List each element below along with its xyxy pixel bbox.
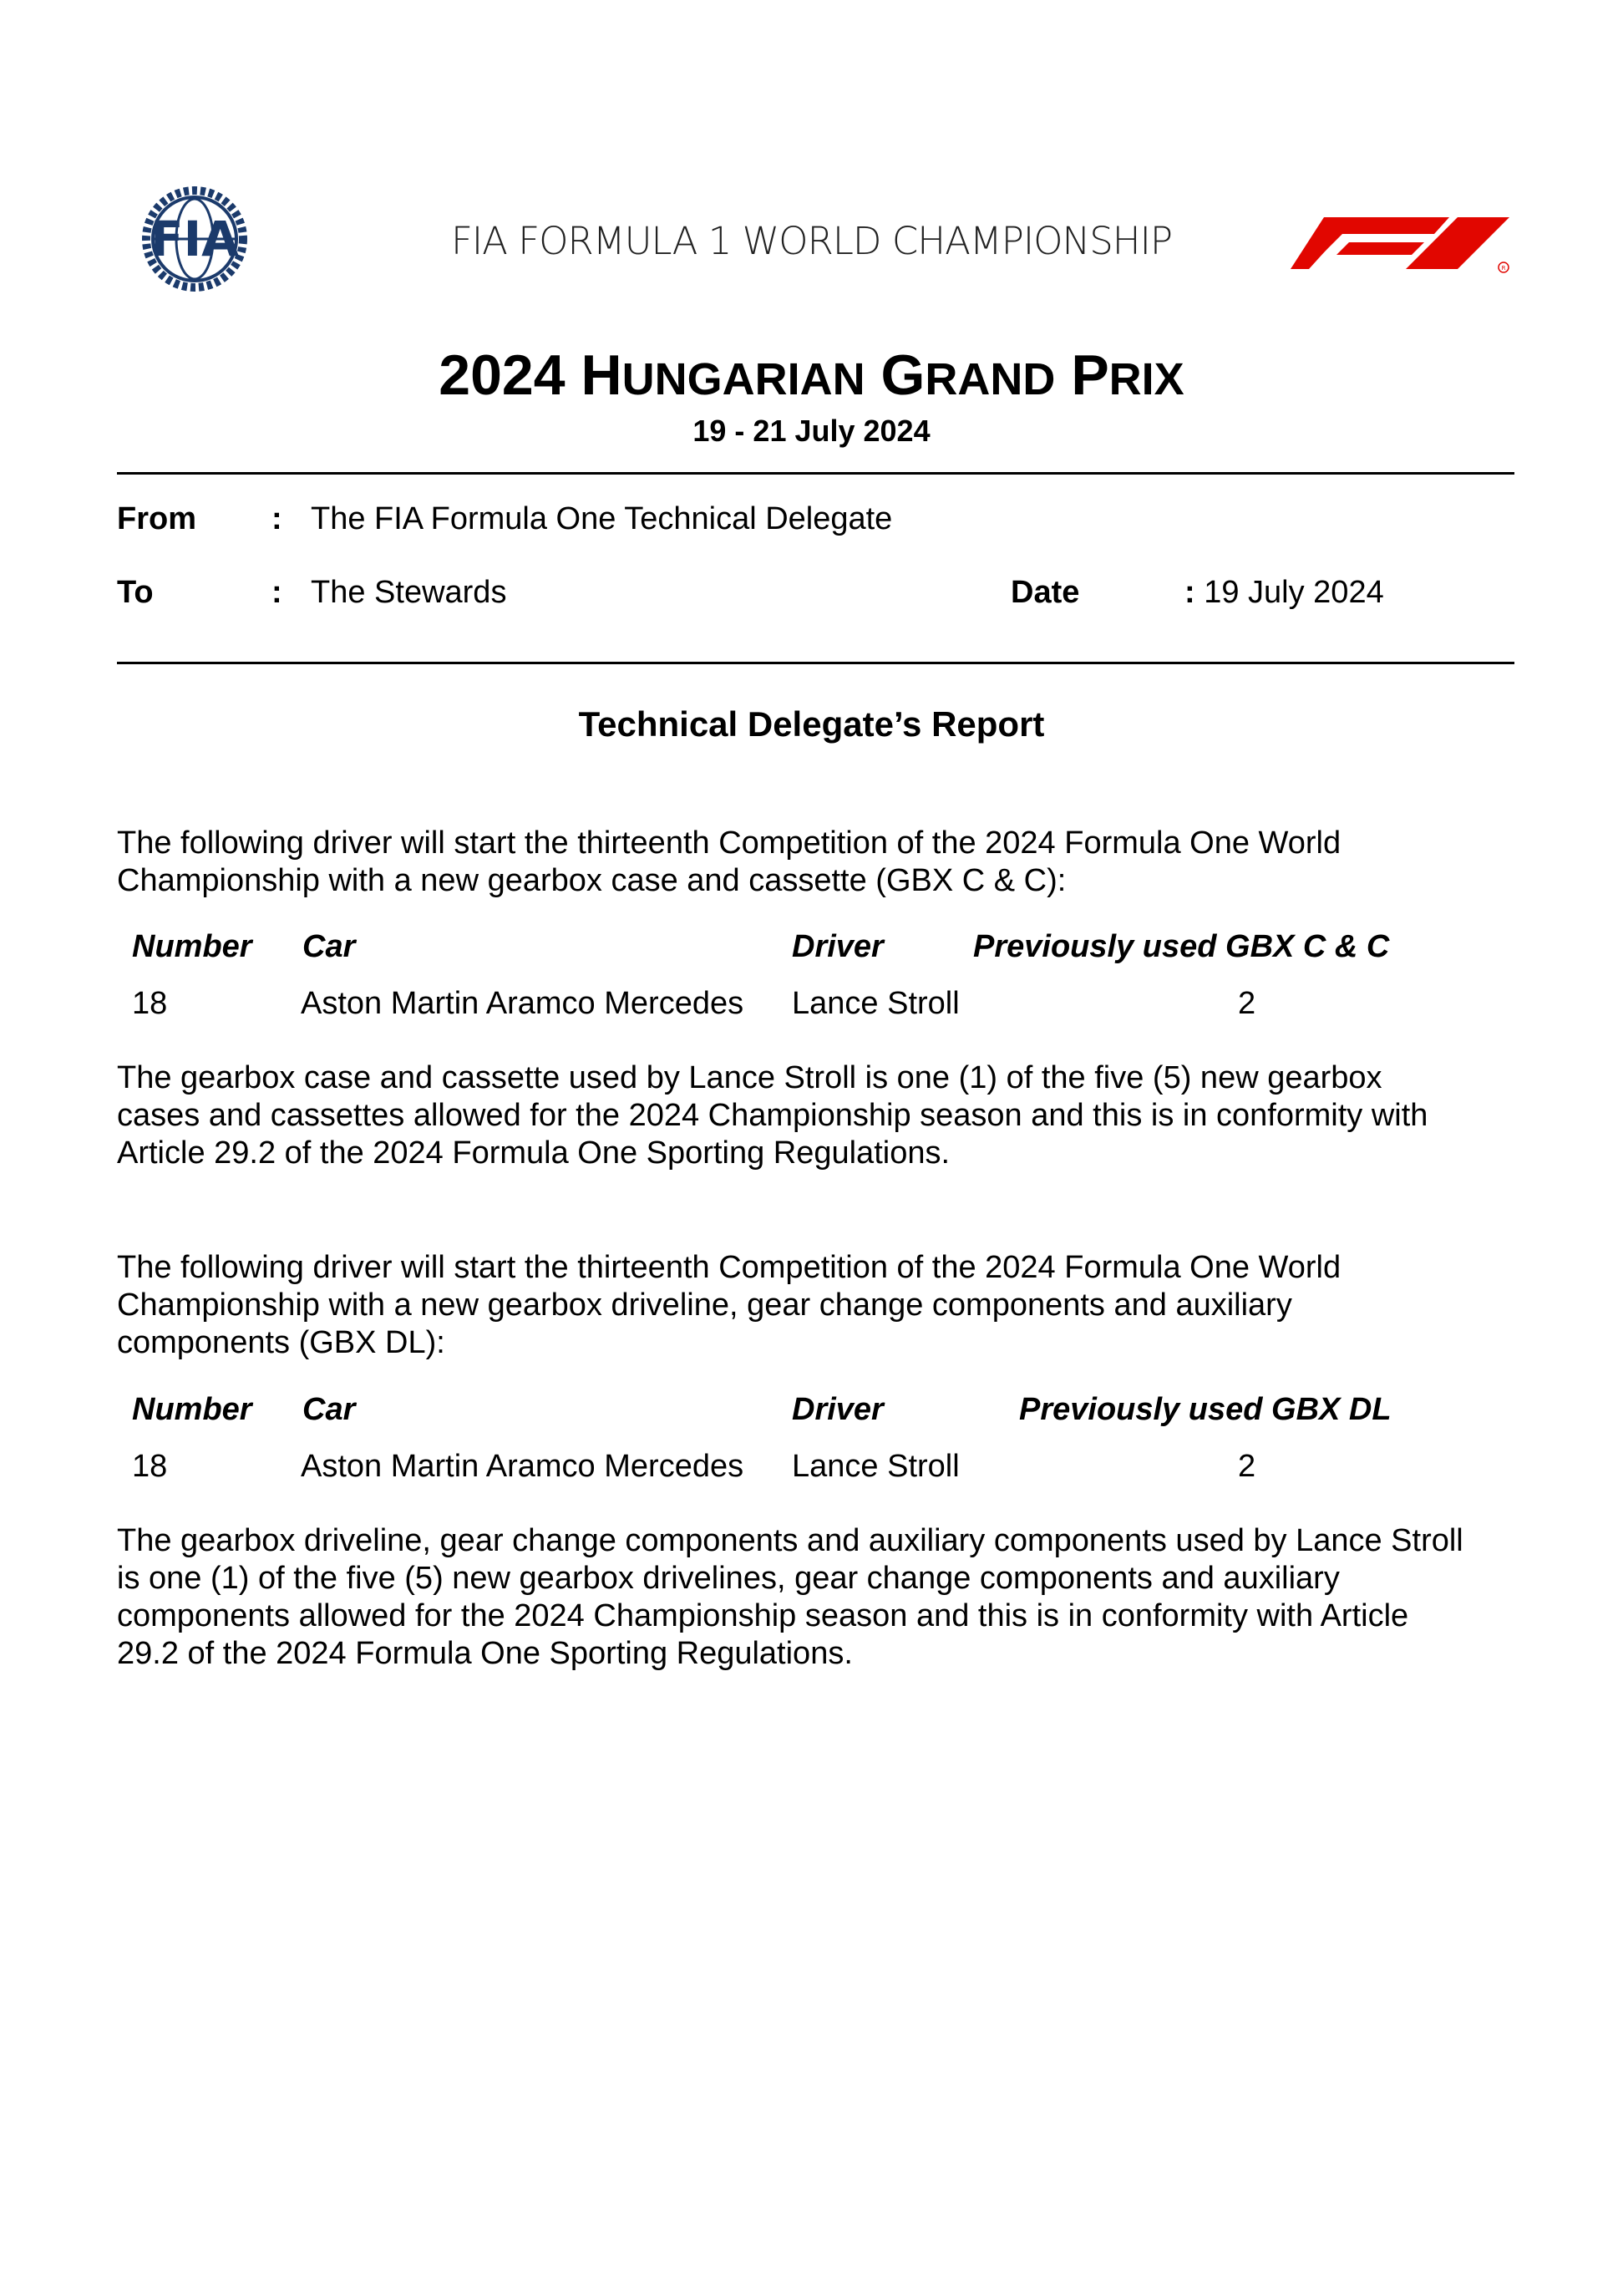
s1-header-driver: Driver — [792, 929, 884, 964]
f1-logo — [1291, 209, 1516, 276]
from-colon: : — [271, 501, 282, 536]
section1-note — [117, 1059, 1516, 1172]
s1-header-number: Number — [132, 929, 252, 964]
championship-heading: FIA FORMULA 1 WORLD CHAMPIONSHIP — [450, 219, 1173, 263]
section1-intro-line-1: The following driver will start the thirteenth Competition of the 2024 Formula One World — [117, 825, 1342, 861]
to-colon: : — [271, 575, 282, 610]
section2-note-line-3: components allowed for the 2024 Championship season and this is in conformity with Article — [117, 1598, 1409, 1633]
s2-header-driver: Driver — [792, 1392, 884, 1427]
divider-top — [117, 472, 1514, 475]
s1-header-car: Car — [302, 929, 356, 964]
event-dates: 19 - 21 July 2024 — [692, 414, 931, 448]
section2-intro-line-1: The following driver will start the thirteenth Competition of the 2024 Formula One World — [117, 1250, 1342, 1285]
event-year: 2024 — [439, 343, 566, 407]
section1-note-line-3: Article 29.2 of the 2024 Formula One Sporting Regulations. — [117, 1135, 951, 1171]
s2-cell-car: Aston Martin Aramco Mercedes — [301, 1449, 744, 1484]
section2-note — [117, 1522, 1516, 1673]
s2-cell-number: 18 — [132, 1449, 168, 1484]
s2-header-car: Car — [302, 1392, 356, 1427]
event-name-word-3: PRIX — [1071, 343, 1184, 407]
section2-intro-line-3: components (GBX DL): — [117, 1325, 445, 1360]
from-value: The FIA Formula One Technical Delegate — [311, 501, 893, 536]
to-value: The Stewards — [311, 575, 507, 610]
s1-cell-number: 18 — [132, 986, 168, 1021]
date-value: : 19 July 2024 — [1184, 575, 1384, 610]
section2-intro-line-2: Championship with a new gearbox driveline, gear change components and auxiliary — [117, 1288, 1292, 1323]
event-name-word-2: GRAND — [880, 343, 1056, 407]
divider-bottom — [117, 662, 1514, 664]
s1-header-previously-used: Previously used GBX C & C — [973, 929, 1390, 964]
section2-note-line-4: 29.2 of the 2024 Formula One Sporting Regulations. — [117, 1636, 853, 1671]
section1-intro — [117, 825, 1516, 900]
report-title: Technical Delegate’s Report — [578, 704, 1045, 744]
section2-note-line-1: The gearbox driveline, gear change components and auxiliary components used by Lance Stroll — [117, 1523, 1463, 1558]
event-title — [0, 343, 1623, 408]
s2-cell-driver: Lance Stroll — [792, 1449, 960, 1484]
section1-note-line-1: The gearbox case and cassette used by Lance Stroll is one (1) of the five (5) new gearbox — [117, 1060, 1382, 1095]
s2-header-number: Number — [132, 1392, 252, 1427]
s2-header-previously-used: Previously used GBX DL — [1019, 1392, 1392, 1427]
s2-cell-previously-used: 2 — [1238, 1449, 1256, 1484]
to-label: To — [117, 575, 154, 610]
date-label: Date — [1011, 575, 1080, 610]
from-label: From — [117, 501, 196, 536]
fia-logo-text: FIA — [150, 211, 240, 267]
section1-intro-line-2: Championship with a new gearbox case and cassette (GBX C & C): — [117, 863, 1067, 898]
event-name-word-1: HUNGARIAN — [581, 343, 865, 407]
section2-intro — [117, 1249, 1516, 1362]
s1-cell-previously-used: 2 — [1238, 986, 1256, 1021]
svg-text:R: R — [1501, 265, 1506, 272]
section1-note-line-2: cases and cassettes allowed for the 2024 Championship season and this is in conformity with — [117, 1098, 1428, 1133]
section2-note-line-2: is one (1) of the five (5) new gearbox drivelines, gear change components and auxiliary — [117, 1561, 1340, 1596]
s1-cell-driver: Lance Stroll — [792, 986, 960, 1021]
s1-cell-car: Aston Martin Aramco Mercedes — [301, 986, 744, 1021]
